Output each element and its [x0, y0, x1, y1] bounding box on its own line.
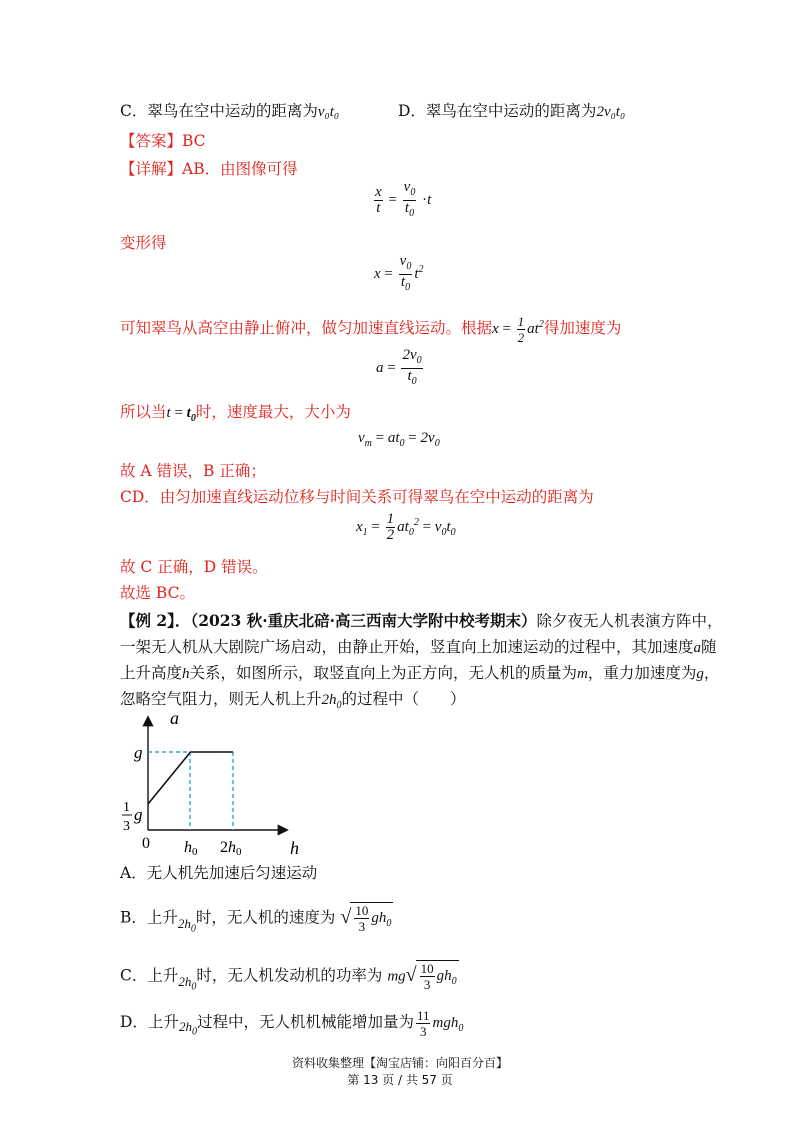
- example-header: 【例 2】．（2023 秋·重庆北碚·高三西南大学附中校考期末）除夕夜无人机表演方阵中，: [120, 611, 723, 630]
- choice-a: A．无人机先加速后匀速运动: [120, 864, 318, 882]
- y-axis-label: a: [170, 708, 179, 728]
- choice-b: B．上升$_{2h_0}$时，无人机的速度为 √ $\frac{10}{3}$ $gh_0$: [120, 903, 392, 936]
- detail-line: 【详解】AB．由图像可得: [120, 160, 298, 178]
- example-line-4: 忽略空气阻力，则无人机上升$2h_0$的过程中（ ）: [120, 690, 466, 711]
- footer-source: 资料收集整理【淘宝店铺：向阳百分百】: [291, 1056, 508, 1070]
- choose-line: 故选 BC。: [120, 584, 195, 602]
- equation-x: x = $\frac{v_0}{t_0}$ $t^2$: [374, 253, 424, 293]
- cd-conclusion: 故 C 正确，D 错误。: [120, 558, 268, 576]
- equation-vm: $v_m = at_0 = 2v_0$: [358, 430, 440, 449]
- equation-a: a = $\frac{2v_0}{t_0}$: [376, 347, 422, 387]
- x-axis-label: h: [290, 838, 299, 858]
- choice-c: C．上升$_{2h_0}$时，无人机发动机的功率为 mg √ $\frac{10}{3}$ $gh_0$: [120, 961, 457, 994]
- equation-x1: $x_1$ = $\frac{1}{2}$ $at_0^2 = v_0t_0$: [356, 511, 456, 543]
- svg-text:g: g: [134, 805, 143, 824]
- option-d: D．翠鸟在空中运动的距离为2v₀t₀: [398, 102, 626, 120]
- answer-line: 【答案】BC: [120, 132, 206, 150]
- tick-third-g: [122, 800, 143, 834]
- equation-x-over-t: $\frac{x}{t}$ = $\frac{v_0}{t_0}$ ·t: [375, 179, 432, 219]
- tick-zero: 0: [142, 835, 150, 852]
- svg-text:3: 3: [123, 819, 130, 834]
- acceleration-graph: [110, 708, 300, 860]
- so-line: 所以当$t = t_0$时，速度最大，大小为: [120, 403, 351, 424]
- tick-2h0: 2h0: [220, 839, 242, 858]
- choice-d: D．上升$_{2h_0}$过程中，无人机机械能增加量为 $\frac{11}{3}$ mgh$_0$: [120, 1008, 464, 1039]
- example-line-2: 一架无人机从大剧院广场启动，由静止开始，竖直向上加速运动的过程中，其加速度a随: [120, 638, 717, 656]
- svg-text:1: 1: [123, 800, 130, 815]
- example-line-3: 上升高度h关系，如图所示，取竖直向上为正方向，无人机的质量为m，重力加速度为g，: [120, 664, 720, 682]
- cd-line: CD．由匀加速直线运动位移与时间关系可得翠鸟在空中运动的距离为: [120, 488, 594, 506]
- tick-h0: h0: [184, 839, 198, 858]
- tick-g: g: [134, 743, 143, 762]
- option-c: C．翠鸟在空中运动的距离为v₀t₀: [120, 102, 340, 120]
- page-number: 第 13 页 / 共 57 页: [347, 1073, 453, 1087]
- ab-conclusion: 故 A 错误，B 正确；: [120, 462, 266, 480]
- known-line: 可知翠鸟从高空由静止俯冲，做匀加速直线运动。根据x = $\frac{1}{2}$ $at^2$得加速度为: [120, 314, 622, 346]
- transform-line: 变形得: [120, 234, 167, 252]
